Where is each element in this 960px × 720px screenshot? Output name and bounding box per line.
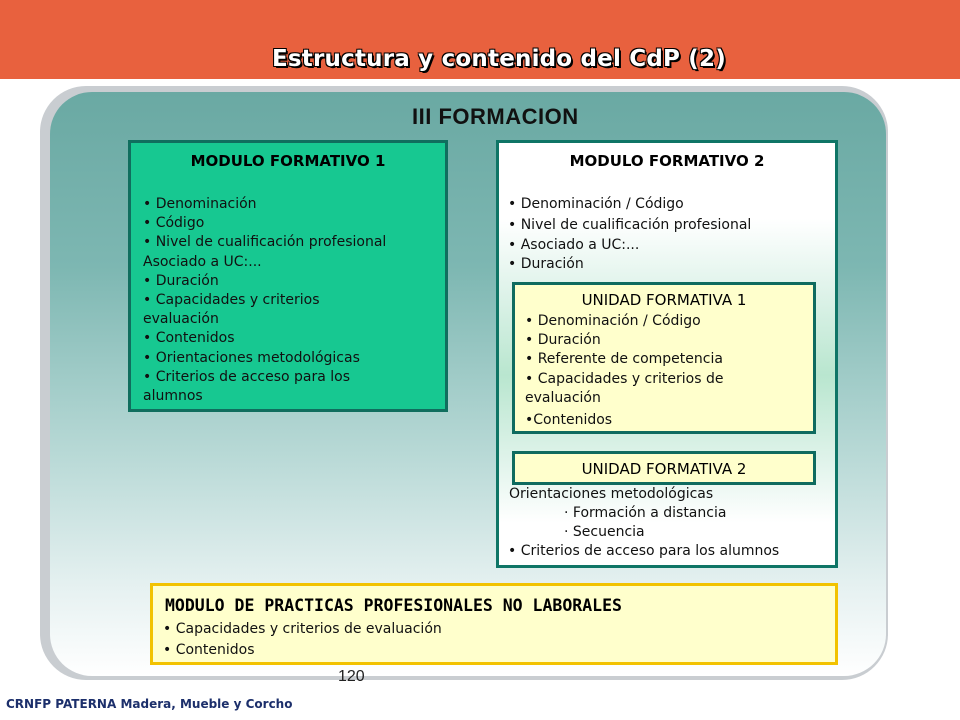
list-item: • Referente de competencia [525, 351, 723, 368]
list-item: •Contenidos [525, 412, 613, 429]
list-item: · Secuencia [564, 524, 645, 540]
list-item: • Criterios de acceso para los [143, 368, 351, 385]
modulo-formativo-1-box [128, 140, 448, 412]
list-item: • Capacidades y criterios [143, 292, 320, 309]
list-item: • Capacidades y criterios de [525, 370, 724, 387]
list-item: • Asociado a UC:... [508, 237, 640, 253]
list-item: • Contenidos [143, 330, 235, 347]
page-number: 120 [338, 668, 365, 685]
modulo-practicas-box [150, 583, 838, 665]
practicas-title: MODULO DE PRACTICAS PROFESIONALES NO LABORALES [165, 596, 622, 615]
section-title: III FORMACION [412, 104, 579, 129]
modulo-1-list [143, 195, 386, 406]
list-item: • Contenidos [163, 642, 255, 658]
list-item: Orientaciones metodológicas [509, 486, 714, 502]
list-item: · Formación a distancia [564, 505, 727, 521]
unidad-formativa-1-box [512, 282, 816, 434]
list-item: alumnos [143, 388, 203, 405]
slide-title: Estructura y contenido del CdP (2) [272, 46, 726, 72]
list-item: • Nivel de cualificación profesional [508, 217, 752, 233]
list-item: • Duración [508, 256, 584, 272]
list-item: • Código [143, 215, 205, 232]
modulo-2-title: MODULO FORMATIVO 2 [569, 152, 765, 170]
list-item: • Nivel de cualificación profesional [143, 234, 387, 251]
list-item: • Capacidades y criterios de evaluación [163, 621, 442, 637]
unidad-formativa-2-box [512, 451, 816, 485]
list-item: • Denominación / Código [525, 313, 701, 329]
list-item: • Duración [143, 272, 219, 289]
list-item: • Orientaciones metodológicas [143, 349, 360, 366]
unidad-1-title: UNIDAD FORMATIVA 1 [581, 291, 747, 309]
modulo-1-title: MODULO FORMATIVO 1 [190, 152, 386, 170]
list-item: • Duración [525, 332, 601, 349]
list-item: • Denominación [143, 196, 257, 212]
list-item: evaluación [525, 389, 601, 406]
list-item: • Criterios de acceso para los alumnos [508, 543, 780, 559]
list-item: Asociado a UC:... [143, 253, 262, 270]
unidad-1-list [525, 312, 723, 430]
list-item: • Denominación / Código [508, 196, 684, 212]
list-item: evaluación [143, 311, 219, 328]
unidad-2-title: UNIDAD FORMATIVA 2 [581, 460, 747, 478]
footer-text: CRNFP PATERNA Madera, Mueble y Corcho [6, 697, 293, 711]
